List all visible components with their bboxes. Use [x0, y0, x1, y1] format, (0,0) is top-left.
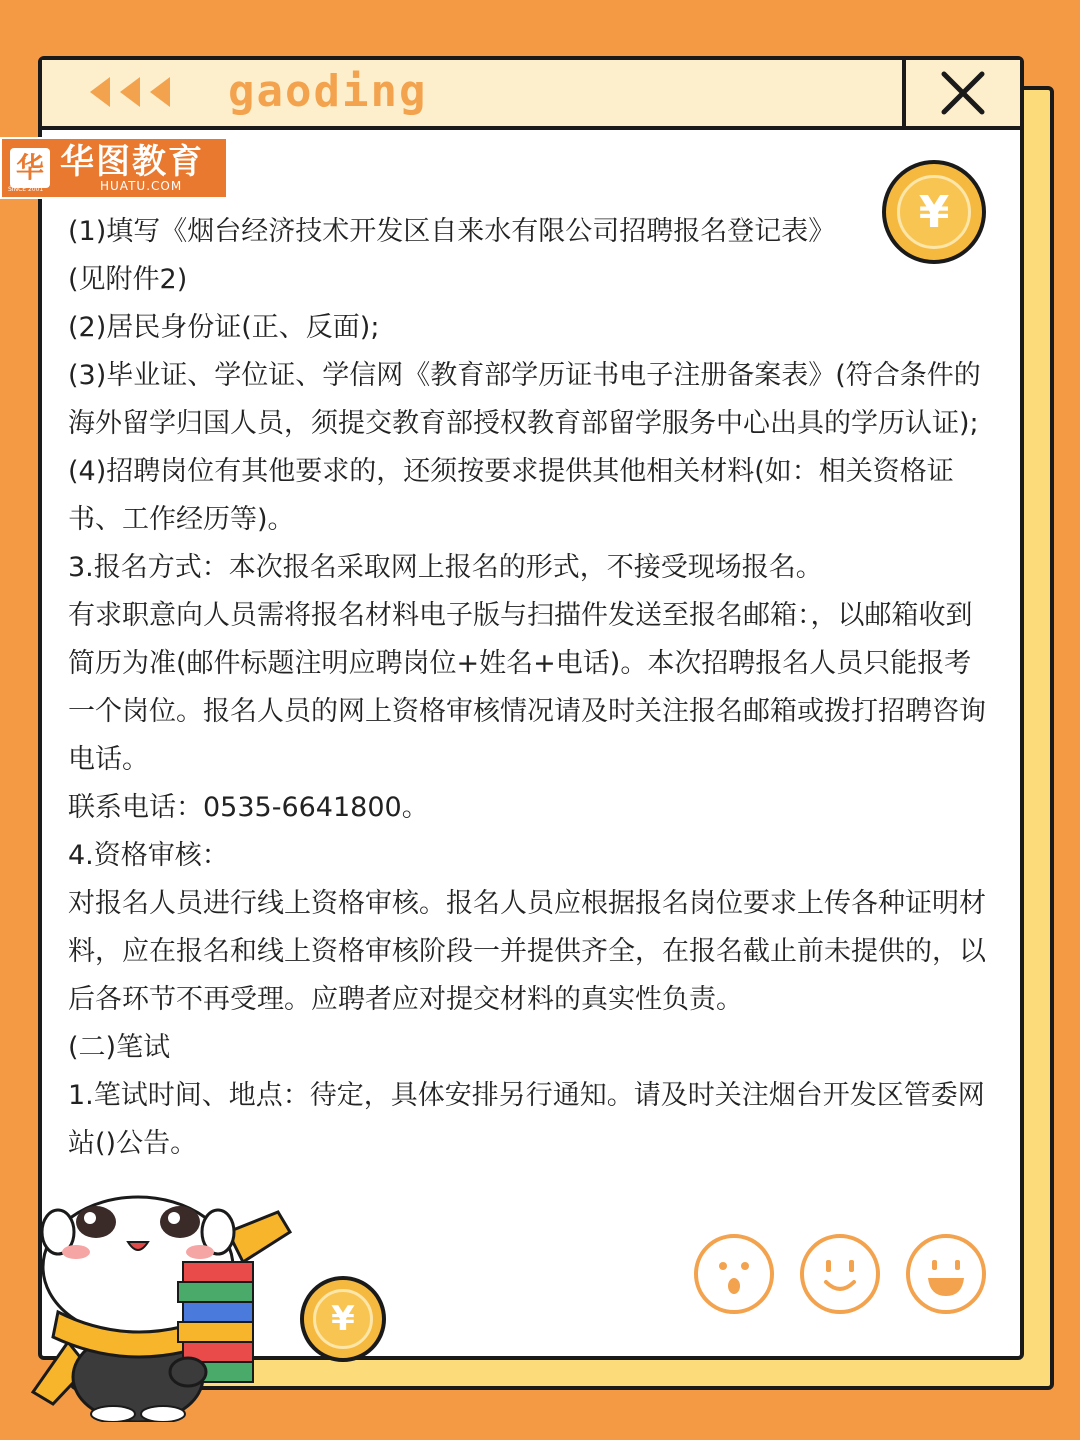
- content-line: (1)填写《烟台经济技术开发区自来水有限公司招聘报名登记表》(见附件2): [68, 216, 836, 295]
- content-line: 3.报名方式：本次报名采取网上报名的形式，不接受现场报名。: [68, 552, 823, 583]
- title-bar: [42, 60, 1020, 130]
- mascot-illustration: [28, 1192, 308, 1422]
- smile-face-glyph: [804, 1238, 876, 1310]
- content-line: (3)毕业证、学位证、学信网《教育部学历证书电子注册备案表》(符合条件的海外留学归国人员，须提交教育部授权教育部留学服务中心出具的学历认证);: [68, 360, 981, 439]
- back-arrows-icon[interactable]: [90, 74, 170, 110]
- content-line: 有求职意向人员需将报名材料电子版与扫描件发送至报名邮箱：，以邮箱收到简历为准(邮件标题注明应聘岗位+姓名+电话)。本次招聘报名人员只能报考一个岗位。报名人员的网上资格审核情况请及时关注报名邮箱或拨打招聘咨询电话。: [68, 600, 986, 775]
- huatu-logo: [0, 137, 228, 199]
- window-title: gaoding: [228, 66, 428, 117]
- logo-name: 华图教育: [60, 142, 204, 182]
- close-icon: [940, 70, 986, 116]
- content-line: (二)笔试: [68, 1032, 171, 1063]
- content-line: 对报名人员进行线上资格审核。报名人员应根据报名岗位要求上传各种证明材料，应在报名和线上资格审核阶段一并提供齐全，在报名截止前未提供的，以后各环节不再受理。应聘者应对提交材料的真实性负责。: [68, 888, 986, 1015]
- content-line: 1.笔试时间、地点：待定，具体安排另行通知。请及时关注烟台开发区管委网站()公告。: [68, 1080, 985, 1159]
- logo-since: SINCE 2001: [8, 186, 44, 193]
- arrow-left-icon: [120, 77, 140, 107]
- laugh-face-icon: [906, 1234, 986, 1314]
- content-line: 联系电话：0535-6641800。: [68, 792, 429, 823]
- laugh-face-glyph: [910, 1238, 982, 1310]
- arrow-left-icon: [90, 77, 110, 107]
- arrow-left-icon: [150, 77, 170, 107]
- surprised-face-glyph: [698, 1238, 770, 1310]
- coin-symbol: ¥: [897, 175, 972, 250]
- coin-bottom-icon: [300, 1276, 386, 1362]
- logo-text: [60, 144, 204, 192]
- surprised-face-icon: [694, 1234, 774, 1314]
- article-content: [68, 208, 988, 1168]
- coin-symbol: ¥: [313, 1289, 374, 1350]
- content-line: 4.资格审核：: [68, 840, 229, 871]
- close-button[interactable]: [902, 60, 1020, 126]
- logo-domain: HUATU.COM: [100, 179, 183, 193]
- logo-mark: 华: [10, 148, 50, 188]
- smile-face-icon: [800, 1234, 880, 1314]
- content-line: (2)居民身份证(正、反面);: [68, 312, 380, 343]
- content-line: (4)招聘岗位有其他要求的，还须按要求提供其他相关材料(如：相关资格证书、工作经历等)。: [68, 456, 954, 535]
